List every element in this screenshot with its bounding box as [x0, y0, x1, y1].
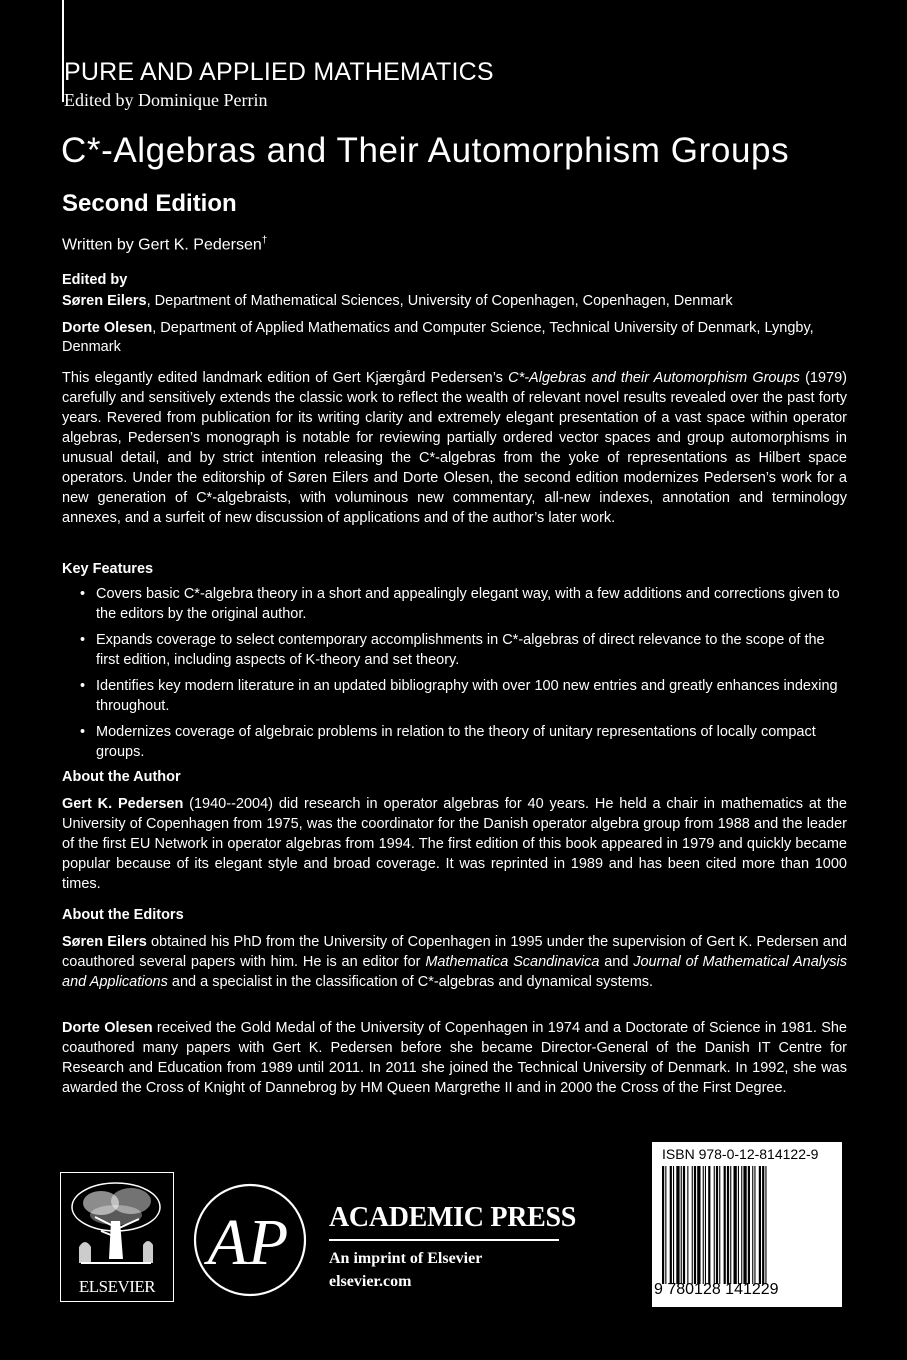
publisher-name: ACADEMIC PRESS: [329, 1202, 577, 1233]
edited-by-heading: Edited by: [62, 272, 128, 288]
barcode-bar: [741, 1166, 742, 1284]
publisher-imprint: An imprint of Elsevier: [329, 1250, 483, 1267]
ap-monogram: AP: [207, 1206, 289, 1279]
academic-press-logo-icon: [192, 1182, 308, 1298]
about-author-text: [62, 794, 847, 894]
editor-name: Dorte Olesen: [62, 1020, 153, 1036]
barcode-bar: [716, 1166, 718, 1284]
author-name: Gert K. Pedersen: [62, 796, 184, 812]
editor-affiliation: , Department of Mathematical Sciences, University of Copenhagen, Copenhagen, Denmark: [146, 293, 733, 309]
list-item: • Modernizes coverage of algebraic problems in relation to the theory of unitary representations of locally compact groups.: [62, 722, 842, 762]
deceased-mark: †: [261, 235, 268, 246]
journal-title: Mathematica Scandinavica: [425, 954, 600, 970]
publisher-url: elsevier.com: [329, 1273, 412, 1290]
barcode-bar: [694, 1166, 696, 1284]
barcode-bar: [705, 1166, 706, 1284]
key-features-heading: Key Features: [62, 561, 154, 577]
barcode-bar: [748, 1166, 750, 1284]
editor-affiliation: , Department of Applied Mathematics and Computer Science, Technical University of Denmark, Lyngby, Denmark: [62, 320, 814, 355]
barcode-bar: [662, 1166, 664, 1284]
about-olesen: [62, 1018, 847, 1098]
key-features-list: [62, 584, 842, 768]
barcode-bar: [730, 1166, 731, 1284]
barcode-bar: [724, 1166, 726, 1284]
barcode-bar: [697, 1166, 700, 1284]
book-edition: Second Edition: [62, 190, 237, 217]
publisher-rule: [329, 1239, 559, 1241]
barcode-bar: [762, 1166, 764, 1284]
bio-text: and: [599, 954, 634, 970]
elsevier-logo: [60, 1172, 174, 1302]
barcode-bar: [759, 1166, 761, 1284]
barcode-bars-icon: [660, 1166, 832, 1284]
bio-text: received the Gold Medal of the University of Copenhagen in 1974 and a Doctorate of Science in 1981. She coauthored many papers with Gert K. Pedersen before she became Director-General of the Danish IT Centre for Research and Education from 1989 until 2011. In 2011 she joined the Technical University of Denmark. In 1992, she was awarded the Cross of Knight of Dannebrog by HM Queen Margrethe II and in 2000 the Cross of the First Degree.: [62, 1020, 848, 1096]
journal-title: Journal of Mathematical Analysis and Applications: [62, 954, 847, 990]
barcode-bar: [670, 1166, 672, 1284]
barcode-bar: [665, 1166, 666, 1284]
bio-text: obtained his PhD from the University of Copenhagen in 1995 under the supervision of Gert K. Pedersen and coauthored several papers with him. He is an editor for: [62, 934, 847, 970]
about-eilers: [62, 932, 847, 992]
list-item: • Covers basic C*-algebra theory in a short and appealingly elegant way, with a few additions and corrections given to the editors by the original author.: [62, 584, 842, 624]
barcode-bar: [719, 1166, 720, 1284]
list-item: • Identifies key modern literature in an updated bibliography with over 100 new entries and greatly enhances indexing throughout.: [62, 676, 842, 716]
barcode-bar: [692, 1166, 693, 1284]
barcode-bar: [738, 1166, 739, 1284]
description-text: This elegantly edited landmark edition of Gert Kjærgård Pedersen’s: [62, 370, 509, 386]
editor-name: Søren Eilers: [62, 934, 147, 950]
barcode-bar: [765, 1166, 766, 1284]
barcode-bar: [714, 1166, 715, 1284]
editor-name: Søren Eilers: [62, 293, 147, 309]
barcode-bar: [683, 1166, 685, 1284]
bio-text: and a specialist in the classification of C*-algebras and dynamical systems.: [167, 974, 654, 990]
ean-number: 9 780128 141229: [654, 1281, 779, 1298]
elsevier-wordmark: ELSEVIER: [78, 1277, 156, 1296]
barcode-bar: [734, 1166, 737, 1284]
barcode-bar: [687, 1166, 688, 1284]
description: [62, 368, 847, 528]
barcode-bar: [703, 1166, 704, 1284]
author-line: Written by Gert K. Pedersen: [62, 236, 262, 254]
barcode-bar: [754, 1166, 755, 1284]
barcode-bar: [752, 1166, 753, 1284]
editor-name: Dorte Olesen: [62, 320, 153, 336]
list-item: • Expands coverage to select contemporary accomplishments in C*-algebras of direct relevance to the scope of the first edition, including aspects of K-theory and set theory.: [62, 630, 842, 670]
barcode-bar: [681, 1166, 682, 1284]
tree-icon: [61, 1177, 172, 1277]
barcode-bar: [673, 1166, 674, 1284]
barcode-bar: [676, 1166, 679, 1284]
description-book-title: C*-Algebras and their Automorphism Groups: [508, 370, 800, 386]
description-text: (1979) carefully and sensitively extends the classic work to reflect the wealth of relevant novel results revealed over the past forty years. Revered from publication for its writing clarity and extremely elegant presentation of a vast space within operator algebras, Pedersen’s monograph is notable for reviewing partially ordered vector spaces and group automorphisms in unusual detail, and by strict intention releasing the C*-algebras from the yoke of representations as Hilbert space operators. Under the editorship of Søren Eilers and Dorte Olesen, the second edition modernizes Pedersen’s work for a new generation of C*-algebraists, with voluminous new commentary, all-new indexes, annotation and terminology annexes, and a surfeit of new discussion of applications and of the author’s later work.: [62, 370, 847, 526]
barcode-bar: [708, 1166, 710, 1284]
barcode: [652, 1142, 842, 1307]
editor-eilers: [62, 292, 852, 311]
series-name: PURE AND APPLIED MATHEMATICS: [64, 58, 494, 86]
barcode-bar: [727, 1166, 729, 1284]
written-by: [62, 235, 267, 254]
about-editors-heading: About the Editors: [62, 907, 184, 923]
barcode-bar: [743, 1166, 746, 1284]
author-bio: (1940--2004) did research in operator algebras for 40 years. He held a chair in mathematics at the University of Copenhagen from 1975, was the coordinator for the Danish operator algebra group from 1988 and the leader of the first EU Network in operator algebras from 1994. The first edition of this book appeared in 1979 and quickly became popular because of its elegant style and broad coverage. It was reprinted in 1989 and has been cited more than 1000 times.: [62, 796, 847, 892]
isbn-text: ISBN 978-0-12-814122-9: [662, 1146, 819, 1162]
series-editor: Edited by Dominique Perrin: [64, 90, 268, 110]
book-title: C*-Algebras and Their Automorphism Groups: [61, 131, 790, 170]
about-author-heading: About the Author: [62, 769, 181, 785]
editor-olesen: [62, 319, 852, 357]
